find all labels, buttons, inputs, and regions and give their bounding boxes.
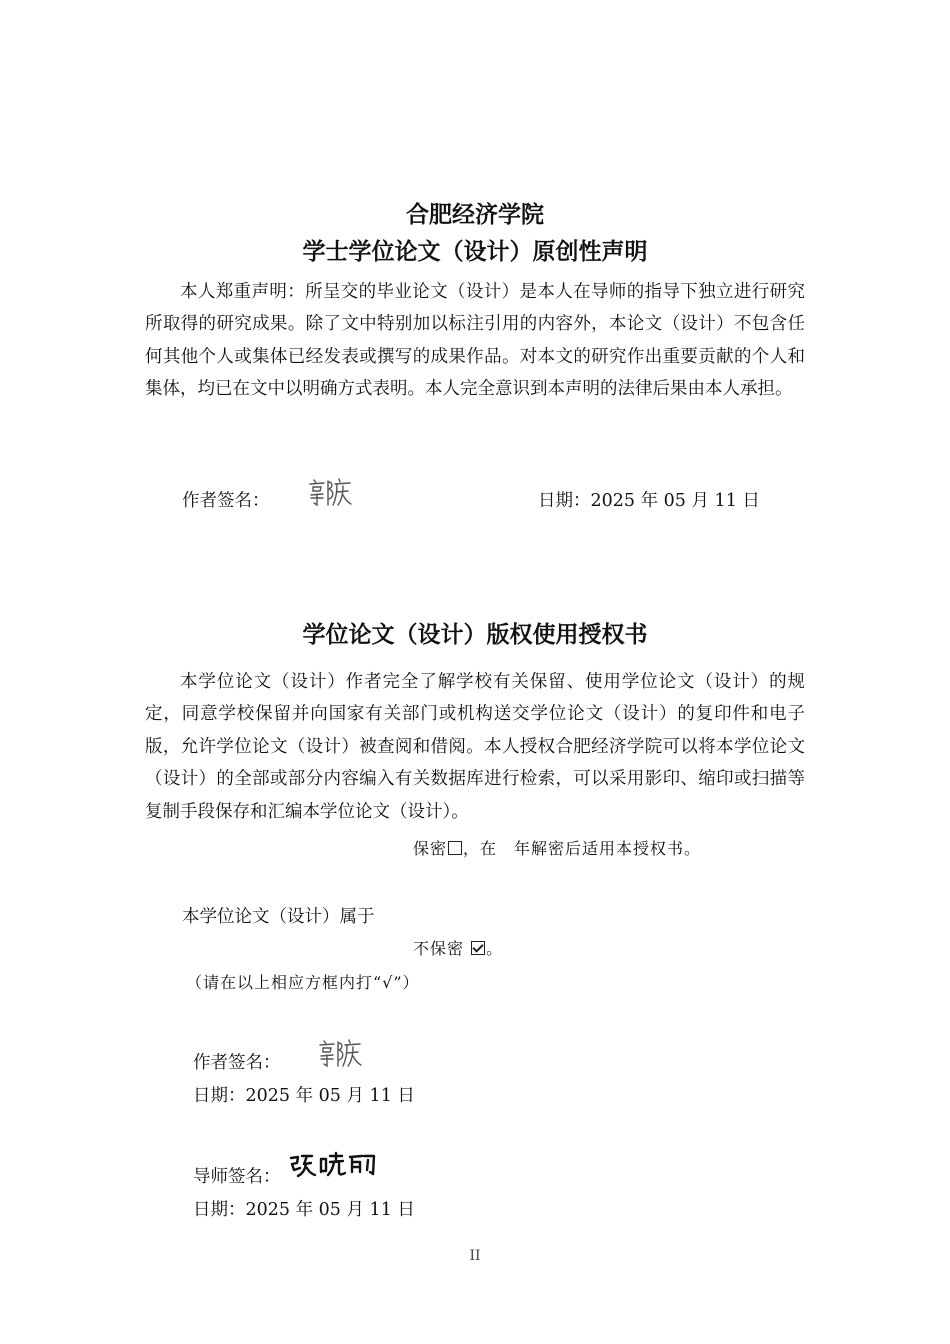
check-instruction: （请在以上相应方框内打“√”） (186, 973, 420, 992)
declaration-title: 学士学位论文（设计）原创性声明 (302, 238, 648, 265)
belongs-label: 本学位论文（设计）属于 (182, 907, 375, 927)
author-sign-label: 作者签名： (182, 491, 270, 511)
school-title: 合肥经济学院 (406, 201, 544, 228)
not-secret-option (413, 936, 503, 959)
authorization-title: 学位论文（设计）版权使用授权书 (302, 621, 648, 648)
declaration-date: 日期：2025 年 05 月 11 日 (538, 491, 760, 511)
advisor-date: 日期：2025 年 05 月 11 日 (193, 1200, 415, 1220)
auth-author-date: 日期：2025 年 05 月 11 日 (193, 1086, 415, 1106)
secret-condition: ，在 年解密后适用本授权书。 (463, 839, 702, 858)
auth-author-signature-image (316, 1036, 364, 1070)
declaration-body: 本人郑重声明：所呈交的毕业论文（设计）是本人在导师的指导下独立进行研究所取得的研究成果。除了文中特别加以标注引用的内容外，本论文（设计）不包含任何其他个人或集体已经发表或撰写的成果作品。对本文的研究作出重要贡献的个人和集体，均已在文中以明确方式表明。本人完全意识到本声明的法律后果由本人承担。 (145, 282, 805, 400)
advisor-signature-image (288, 1150, 378, 1182)
secret-label: 保密 (413, 839, 448, 858)
secret-option (413, 836, 701, 859)
not-secret-label: 不保密 (413, 939, 465, 958)
authorization-body: 本学位论文（设计）作者完全了解学校有关保留、使用学位论文（设计）的规定，同意学校保留并向国家有关部门或机构送交学位论文（设计）的复印件和电子版，允许学位论文（设计）被查阅和借阅。本人授权合肥经济学院可以将本学位论文（设计）的全部或部分内容编入有关数据库进行检索，可以采用影印、缩印或扫描等复制手段保存和汇编本学位论文（设计）。 (145, 672, 805, 822)
secret-checkbox[interactable] (448, 841, 462, 855)
advisor-sign-label: 导师签名： (193, 1167, 281, 1187)
page-number: II (469, 1248, 481, 1264)
not-secret-checkbox[interactable] (471, 941, 485, 955)
author-signature-image (306, 475, 354, 509)
auth-author-sign-label: 作者签名： (193, 1053, 281, 1073)
not-secret-suffix: 。 (486, 939, 504, 958)
